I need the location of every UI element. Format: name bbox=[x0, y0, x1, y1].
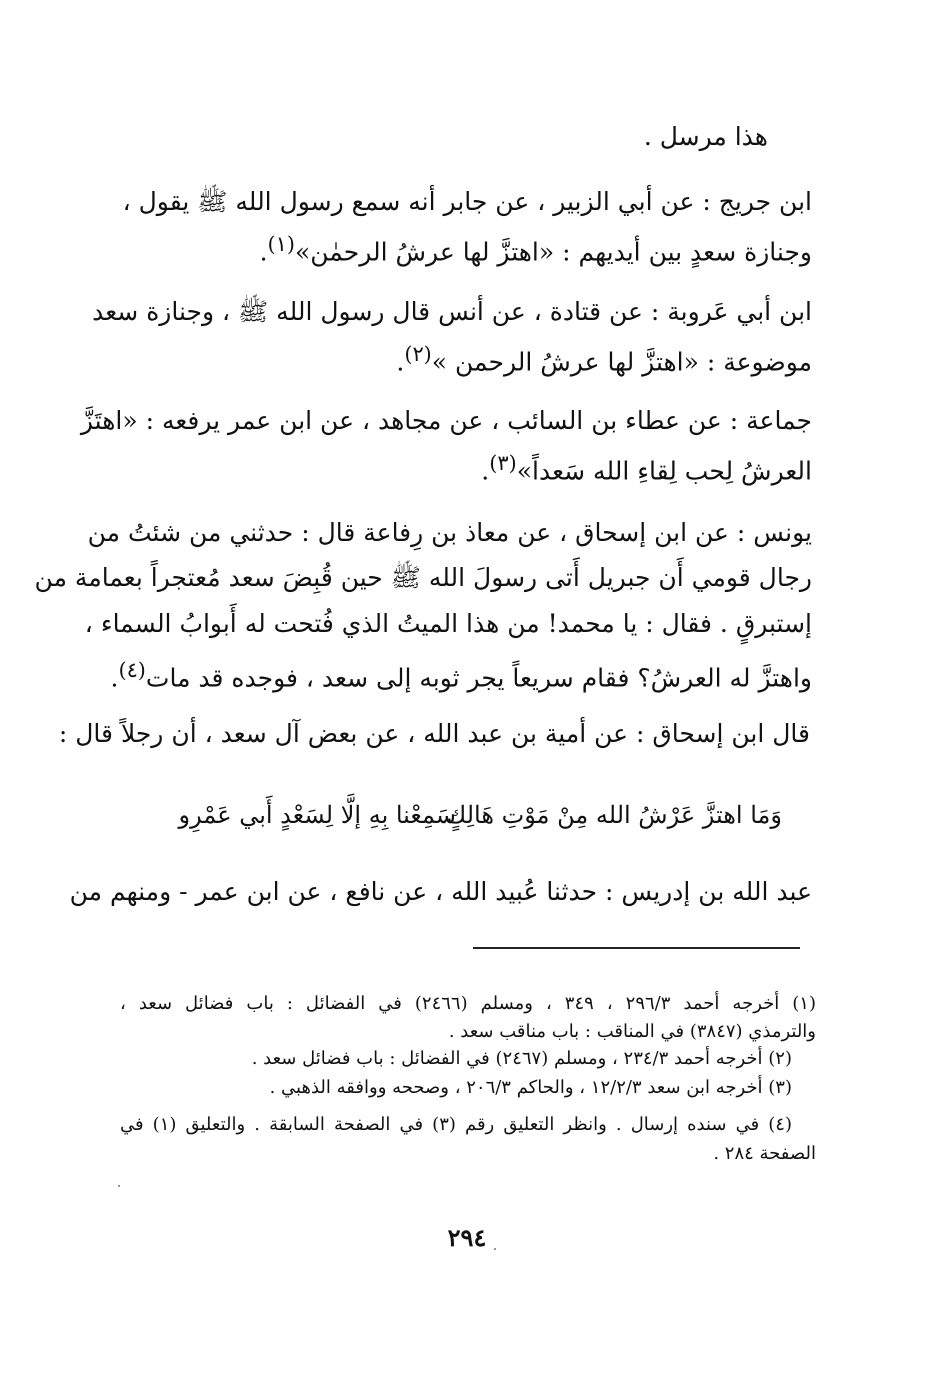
body-line-11: واهتزَّ له العرشُ؟ فقام سريعاً يجر ثوبه إلى سعد ، فوجده قد مات$^{(٤)}$. bbox=[110, 658, 812, 693]
body-line-7: العرشُ لِحب لِقاءِ الله سَعداً»$^{(٣)}$. bbox=[481, 451, 812, 486]
body-line-4 bbox=[92, 294, 812, 330]
body-text: يونس : عن ابن إسحاق ، عن معاذ بن رِفاعة قال : حدثني من شئتُ من bbox=[87, 518, 812, 547]
body-text: رجال قومي أَن جبريل أَتى رسولَ الله ﷺ حين قُبِضَ سعد مُعتجراً بعمامة من bbox=[34, 563, 812, 592]
footnote-2: (٢) أخرجه أحمد ٢٣٤/٣ ، ومسلم (٢٤٦٧) في الفضائل : باب فضائل سعد . bbox=[251, 1048, 792, 1069]
body-text: وجنازة سعدٍ بين أيديهم : «اهتزَّ لها عرشُ الرحمٰن» bbox=[294, 237, 812, 267]
body-line-12 bbox=[58, 716, 810, 752]
body-line-2 bbox=[122, 184, 812, 220]
footnote-marker: (٢) bbox=[404, 342, 432, 366]
body-line-5: موضوعة : «اهتزَّ لها عرشُ الرحمن »$^{(٢)}$. bbox=[396, 342, 812, 377]
body-line-8 bbox=[87, 515, 812, 551]
page-number: ٢٩٤ bbox=[447, 1223, 487, 1252]
body-text: عبد الله بن إدريس : حدثنا عُبيد الله ، عن نافع ، عن ابن عمر - ومنهم من bbox=[69, 877, 812, 906]
footnote-4-line-2: الصفحة ٢٨٤ . bbox=[713, 1143, 816, 1164]
scan-speck bbox=[494, 1248, 496, 1250]
body-text: واهتزَّ له العرشُ؟ فقام سريعاً يجر ثوبه إلى سعد ، فوجده قد مات bbox=[145, 663, 812, 693]
footnote-marker: (٣) bbox=[489, 451, 517, 475]
poem-second-hemistich: سَمِعْنا بِهِ إلَّا لِسَعْدٍ أَبي عَمْرِو bbox=[178, 801, 456, 829]
footnote-marker: (١) bbox=[267, 232, 295, 256]
body-line-10 bbox=[84, 606, 812, 642]
body-text: ابن أبي عَروبة : عن قتادة ، عن أنس قال رسول الله ﷺ ، وجنازة سعد bbox=[92, 297, 812, 326]
body-line-13 bbox=[69, 874, 812, 910]
body-text: جماعة : عن عطاء بن السائب ، عن مجاهد ، عن ابن عمر يرفعه : «اهتَزَّ bbox=[80, 406, 812, 435]
footnote-1-line-2: والترمذي (٣٨٤٧) في المناقب : باب مناقب سعد . bbox=[448, 1021, 816, 1042]
body-text: موضوعة : «اهتزَّ لها عرشُ الرحمن » bbox=[431, 347, 812, 377]
body-text: إستبرقٍ . فقال : يا محمد! من هذا الميتُ الذي فُتحت له أَبوابُ السماء ، bbox=[84, 609, 812, 638]
body-line-3: وجنازة سعدٍ بين أيديهم : «اهتزَّ لها عرشُ الرحمٰن»$^{(١)}$. bbox=[259, 232, 812, 267]
footnote-1-line-1: (١) أخرجه أحمد ٢٩٦/٣ ، ٣٤٩ ، ومسلم (٢٤٦٦) في الفضائل : باب فضائل سعد ، bbox=[120, 993, 816, 1014]
footnote-3: (٣) أخرجه ابن سعد ١٢/٢/٣ ، والحاكم ٢٠٦/٣ ، وصححه ووافقه الذهبي . bbox=[269, 1077, 792, 1098]
body-text: قال ابن إسحاق : عن أمية بن عبد الله ، عن بعض آل سعد ، أن رجلاً قال : bbox=[58, 719, 810, 748]
poem-first-hemistich: وَمَا اهتزَّ عَرْشُ الله مِنْ مَوْتِ هَالِكٍ bbox=[446, 801, 782, 829]
body-text: هذا مرسل . bbox=[643, 122, 768, 151]
body-line-9 bbox=[34, 560, 812, 596]
body-text: ابن جريج : عن أبي الزبير ، عن جابر أنه سمع رسول الله ﷺ يقول ، bbox=[122, 187, 812, 216]
body-line-6 bbox=[80, 403, 812, 439]
body-line-1 bbox=[500, 119, 768, 155]
body-text: العرشُ لِحب لِقاءِ الله سَعداً» bbox=[516, 456, 812, 486]
footnote-4-line-1: (٤) في سنده إرسال . وانظر التعليق رقم (٣) في الصفحة السابقة . والتعليق (١) في bbox=[120, 1114, 792, 1135]
scan-speck bbox=[118, 1185, 120, 1187]
footnote-marker: (٤) bbox=[118, 658, 146, 682]
footnote-separator bbox=[473, 947, 800, 949]
